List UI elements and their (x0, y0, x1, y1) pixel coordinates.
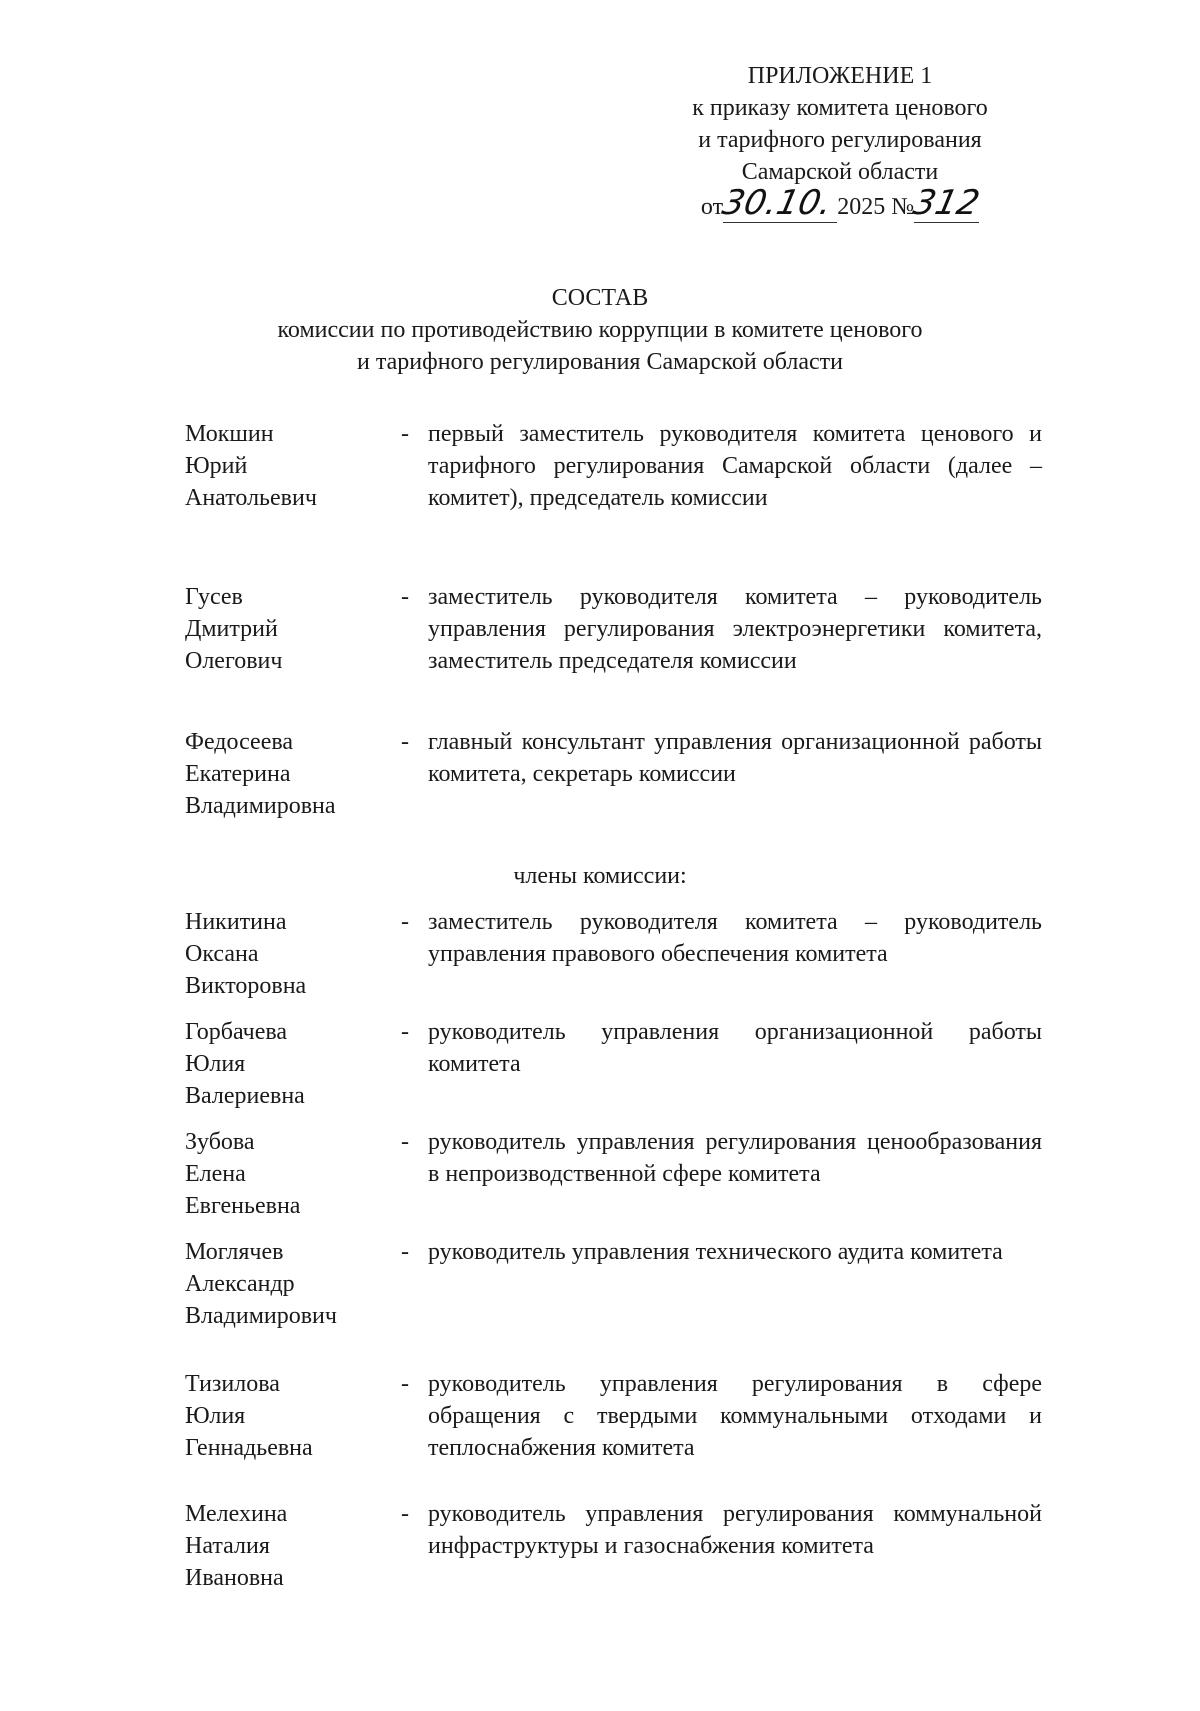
member-role: заместитель руководителя комитета – руководитель управления правового обеспечения комитета (428, 909, 1042, 967)
separator-dash: - (401, 1129, 409, 1155)
separator-dash: - (401, 909, 409, 935)
separator-dash: - (401, 1019, 409, 1045)
member-name (185, 906, 385, 1002)
member-first-name: Юлия (185, 1403, 246, 1429)
member-surname: Зубова (185, 1129, 255, 1155)
member-first-name: Оксана (185, 941, 259, 967)
date-prefix: от (700, 194, 724, 220)
member-role: руководитель управления организационной работы комитета (428, 1019, 1042, 1077)
member-role: главный консультант управления организационной работы комитета, секретарь комиссии (428, 729, 1042, 787)
separator-dash: - (401, 1371, 409, 1397)
separator-dash: - (401, 421, 409, 447)
member-surname: Горбачева (185, 1019, 288, 1045)
separator-dash: - (401, 1501, 409, 1527)
member-patronymic: Владимировна (185, 793, 336, 819)
document-title (0, 282, 1200, 378)
title-line-1: комиссии по противодействию коррупции в комитете ценового (277, 317, 923, 343)
date-underline (718, 183, 837, 223)
title-line-2: и тарифного регулирования Самарской области (357, 349, 843, 375)
handwritten-number: 312 (909, 183, 984, 223)
member-name (185, 418, 385, 514)
member-patronymic: Ивановна (185, 1565, 284, 1591)
member-patronymic: Анатольевич (185, 485, 317, 511)
member-patronymic: Геннадьевна (185, 1435, 313, 1461)
title-heading: СОСТАВ (551, 285, 649, 311)
order-reference-line-3: Самарской области (741, 159, 939, 185)
appendix-label: ПРИЛОЖЕНИЕ 1 (747, 63, 933, 89)
member-name (185, 1498, 385, 1594)
member-patronymic: Олегович (185, 648, 283, 674)
member-surname: Моглячев (185, 1239, 284, 1265)
member-surname: Мокшин (185, 421, 274, 447)
member-surname: Никитина (185, 909, 287, 935)
member-name (185, 1126, 385, 1222)
order-reference-line-2: и тарифного регулирования (698, 127, 982, 153)
member-role: первый заместитель руководителя комитета ценового и тарифного регулирования Самарской области (далее – комитет), председатель комиссии (428, 421, 1042, 511)
separator-dash: - (401, 1239, 409, 1265)
member-patronymic: Евгеньевна (185, 1193, 301, 1219)
member-surname: Мелехина (185, 1501, 288, 1527)
appendix-header (640, 60, 1040, 223)
member-role: руководитель управления регулирования в сфере обращения с твердыми коммунальными отходами и теплоснабжения комитета (428, 1371, 1042, 1461)
order-date-line (640, 183, 1040, 223)
member-first-name: Юрий (185, 453, 248, 479)
separator-dash: - (401, 729, 409, 755)
member-patronymic: Владимирович (185, 1303, 337, 1329)
member-name (185, 1236, 385, 1332)
member-first-name: Екатерина (185, 761, 291, 787)
member-first-name: Дмитрий (185, 616, 278, 642)
order-year: 2025 № (837, 194, 915, 220)
member-role: руководитель управления технического аудита комитета (428, 1239, 1003, 1265)
member-surname: Тизилова (185, 1371, 280, 1397)
member-name (185, 1368, 385, 1464)
number-underline (909, 183, 984, 223)
member-name (185, 581, 385, 677)
member-name (185, 726, 385, 822)
member-role: заместитель руководителя комитета – руководитель управления регулирования электроэнергетики комитета, заместитель председателя комиссии (428, 584, 1042, 674)
member-role: руководитель управления регулирования коммунальной инфраструктуры и газоснабжения комитета (428, 1501, 1042, 1559)
member-first-name: Наталия (185, 1533, 270, 1559)
member-first-name: Юлия (185, 1051, 246, 1077)
order-reference-line-1: к приказу комитета ценового (692, 95, 988, 121)
member-patronymic: Викторовна (185, 973, 307, 999)
member-patronymic: Валериевна (185, 1083, 305, 1109)
separator-dash: - (401, 584, 409, 610)
member-first-name: Елена (185, 1161, 246, 1187)
member-surname: Федосеева (185, 729, 294, 755)
member-surname: Гусев (185, 584, 243, 610)
member-first-name: Александр (185, 1271, 295, 1297)
member-role: руководитель управления регулирования ценообразования в непроизводственной сфере комитета (428, 1129, 1042, 1187)
handwritten-date: 30.10. (718, 183, 836, 223)
members-heading: члены комиссии: (513, 863, 687, 889)
member-name (185, 1016, 385, 1112)
